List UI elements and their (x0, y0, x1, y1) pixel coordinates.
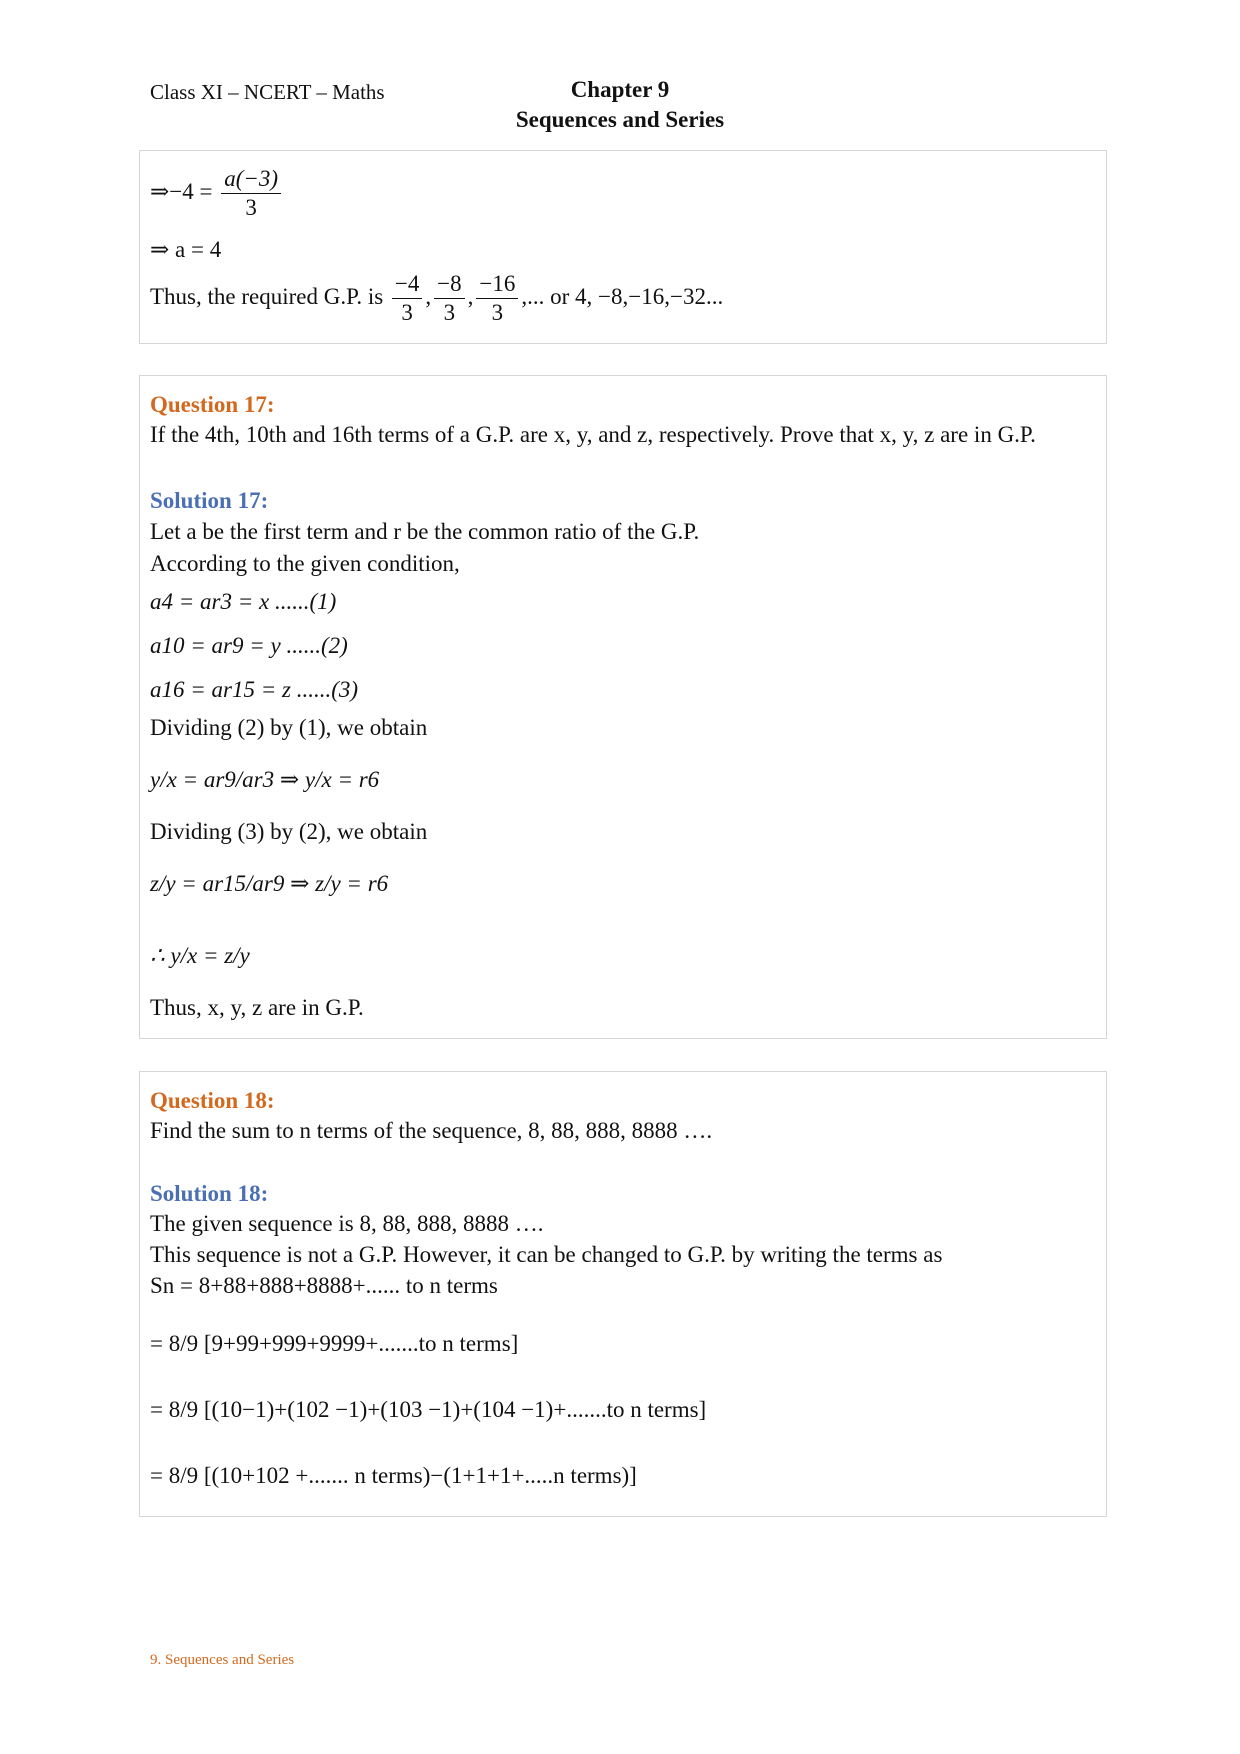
equation-1: a4 = ar3 = x ......(1) (150, 589, 337, 614)
gp-term-3 (476, 270, 518, 327)
solution-17-line2: According to the given condition, (150, 551, 460, 576)
chapter-number: Chapter 9 (570, 77, 670, 102)
gp-term-3-num: −16 (476, 270, 518, 299)
header-class-label: Class XI – NCERT – Maths (150, 80, 385, 104)
solution-18-step1: = 8/9 [9+99+999+9999+.......to n terms] (150, 1331, 519, 1356)
box1-frac-den: 3 (245, 195, 257, 220)
question-18-text: Find the sum to n terms of the sequence, 8, 88, 888, 8888 …. (150, 1118, 713, 1143)
solution-18-step3: = 8/9 [(10+102 +....... n terms)−(1+1+1+.....n terms)] (150, 1463, 637, 1488)
box1-line3-suffix: ,... or 4, −8,−16,−32... (521, 283, 724, 309)
question-18-title: Question 18: (150, 1088, 275, 1113)
gp-term-2-num: −8 (434, 270, 464, 299)
question-17-box (139, 375, 1107, 1039)
division-result-2: z/y = ar15/ar9 ⇒ z/y = r6 (150, 871, 389, 896)
ratio-equality: ∴ y/x = z/y (150, 943, 250, 968)
solution-18-step2: = 8/9 [(10−1)+(102 −1)+(103 −1)+(104 −1)+.......to n terms] (150, 1397, 707, 1422)
solution-18-sum-definition: Sn = 8+88+888+8888+...... to n terms (150, 1273, 498, 1298)
question-17-text: If the 4th, 10th and 16th terms of a G.P. are x, y, and z, respectively. Prove that x, y, z are in G.P. (150, 422, 1036, 447)
solution-18-line2: This sequence is not a G.P. However, it can be changed to G.P. by writing the terms as (150, 1242, 943, 1267)
gp-term-3-den: 3 (491, 300, 504, 325)
box1-line1-lhs: ⇒−4 = (150, 178, 213, 204)
equation-2: a10 = ar9 = y ......(2) (150, 633, 348, 658)
solution-18-title: Solution 18: (150, 1181, 269, 1206)
equation-3: a16 = ar15 = z ......(3) (150, 677, 359, 702)
solution-17-conclusion: Thus, x, y, z are in G.P. (150, 995, 364, 1020)
solution-18-line1: The given sequence is 8, 88, 888, 8888 …. (150, 1211, 544, 1236)
box1-line3: Thus, the required G.P. is $\frac{-4}{3}$ , $\frac{-8}{3}$ , $\frac{-16}{3}$ ,... or 4, −8,−16,−32... (150, 271, 724, 325)
box1-fraction (221, 165, 281, 222)
division-result-1: y/x = ar9/ar3 ⇒ y/x = r6 (150, 767, 380, 792)
solution-17-line3: Dividing (2) by (1), we obtain (150, 715, 428, 740)
header-chapter (430, 75, 810, 135)
box1-line3-prefix: Thus, the required G.P. is (150, 283, 384, 309)
box1-line2: ⇒ a = 4 (150, 237, 222, 262)
gp-term-2 (434, 270, 464, 327)
gp-term-2-den: 3 (443, 300, 456, 325)
box1-frac-num: a(−3) (221, 165, 281, 194)
solution-17-line1: Let a be the first term and r be the common ratio of the G.P. (150, 519, 700, 544)
gp-term-1-num: −4 (392, 270, 422, 299)
gp-term-1 (392, 270, 422, 327)
box1-line1 (150, 165, 284, 222)
footer-chapter-label: 9. Sequences and Series (150, 1652, 295, 1668)
gp-term-1-den: 3 (401, 300, 413, 325)
chapter-title: Sequences and Series (515, 107, 725, 132)
solution-17-line4: Dividing (3) by (2), we obtain (150, 819, 428, 844)
question-17-title: Question 17: (150, 392, 275, 417)
solution-17-title: Solution 17: (150, 488, 269, 513)
